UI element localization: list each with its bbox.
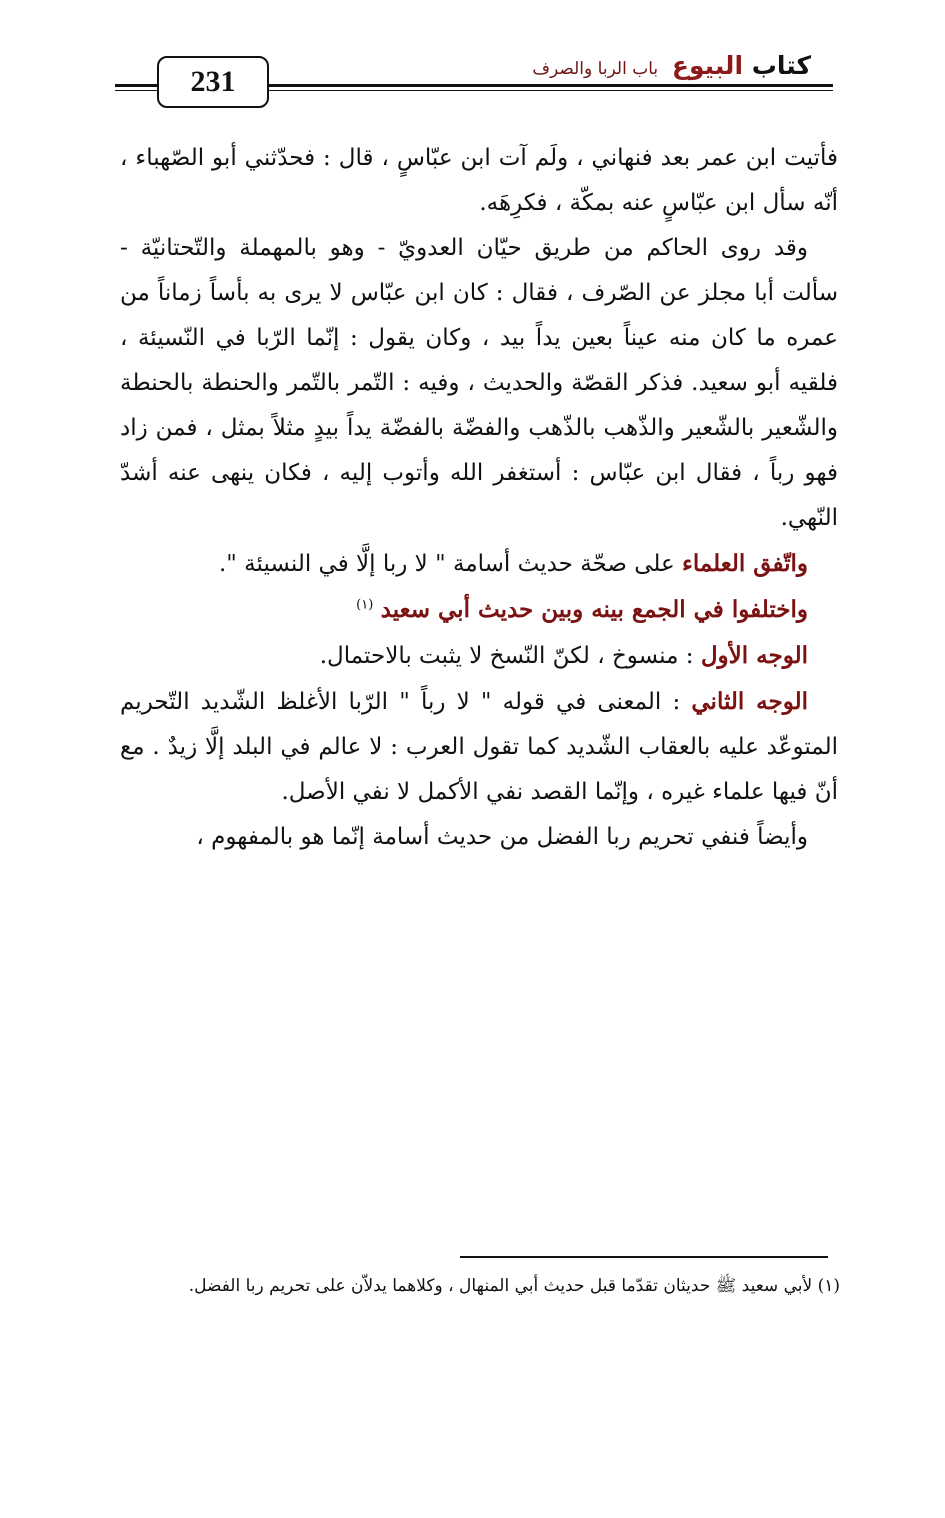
paragraph-3-rest: على صحّة حديث أسامة " لا ربا إلَّا في النسيئة ". (218, 551, 683, 577)
footnote-ref: (١) (356, 597, 374, 613)
paragraph-3-lead: واتّفق العلماء (682, 550, 808, 577)
paragraph-5-rest: : منسوخ ، لكنّ النّسخ لا يثبت بالاحتمال. (319, 643, 701, 669)
chapter-title: باب الربا والصرف (532, 59, 659, 79)
paragraph-6-rest: : المعنى في قوله " لا رباً " الرّبا الأغلظ الشّديد التّحريم المتوعّد عليه بالعقاب الشّديد كما تقول العرب : لا عالم في البلد إلَّا زيدٌ . مع أنّ فيها علماء غيره ، وإنّما القصد نفي الأكمل لا نفي الأصل. (120, 689, 838, 805)
paragraph-5 (120, 633, 838, 679)
book-title (672, 51, 811, 80)
paragraph-7: وأيضاً فنفي تحريم ربا الفضل من حديث أسامة إنّما هو بالمفهوم ، (196, 824, 808, 850)
footnote-1: (١) لأبي سعيد ﷺ حديثان تقدّما قبل حديث أبي المنهال ، وكلاهما يدلاّن على تحريم ربا الفضل. (188, 1276, 840, 1296)
paragraph-1: فأتيت ابن عمر بعد فنهاني ، ولَم آت ابن عبّاسٍ ، قال : فحدّثني أبو الصّهباء ، أنّه سأل ابن عبّاسٍ عنه بمكّة ، فكرِهَه. (120, 145, 838, 216)
paragraph-5-lead: الوجه الأول (700, 642, 808, 669)
paragraph-6 (120, 679, 838, 815)
paragraph-6-lead: الوجه الثاني (691, 688, 808, 715)
running-head (532, 48, 811, 87)
page-number: 231 (157, 56, 269, 108)
book-title-accent: البيوع (671, 51, 744, 80)
main-text (120, 136, 838, 860)
page-header (115, 48, 833, 110)
paragraph-4 (120, 587, 838, 633)
paragraph-2: وقد روى الحاكم من طريق حيّان العدويّ - وهو بالمهملة والتّحتانيّة - سألت أبا مجلز عن الصّرف ، فقال : كان ابن عبّاس لا يرى به بأساً زماناً من عمره ما كان منه عيناً بعين يداً بيد ، وكان يقول : إنّما الرّبا في النّسيئة ، فلقيه أبو سعيد. فذكر القصّة والحديث ، وفيه : التّمر بالتّمر والحنطة بالحنطة والشّعير بالشّعير والذّهب بالذّهب والفضّة بالفضّة يداً بيدٍ مثلاً بمثل ، فمن زاد فهو رباً ، فقال ابن عبّاس : أستغفر الله وأتوب إليه ، فكان ينهى عنه أشدّ النّهي. (120, 235, 838, 531)
paragraph-4-text: واختلفوا في الجمع بينه وبين حديث أبي سعيد (380, 596, 808, 623)
footnote (115, 1270, 840, 1302)
footnote-separator (460, 1256, 828, 1258)
book-title-word: كتاب (751, 51, 811, 80)
paragraph-3 (120, 541, 838, 587)
